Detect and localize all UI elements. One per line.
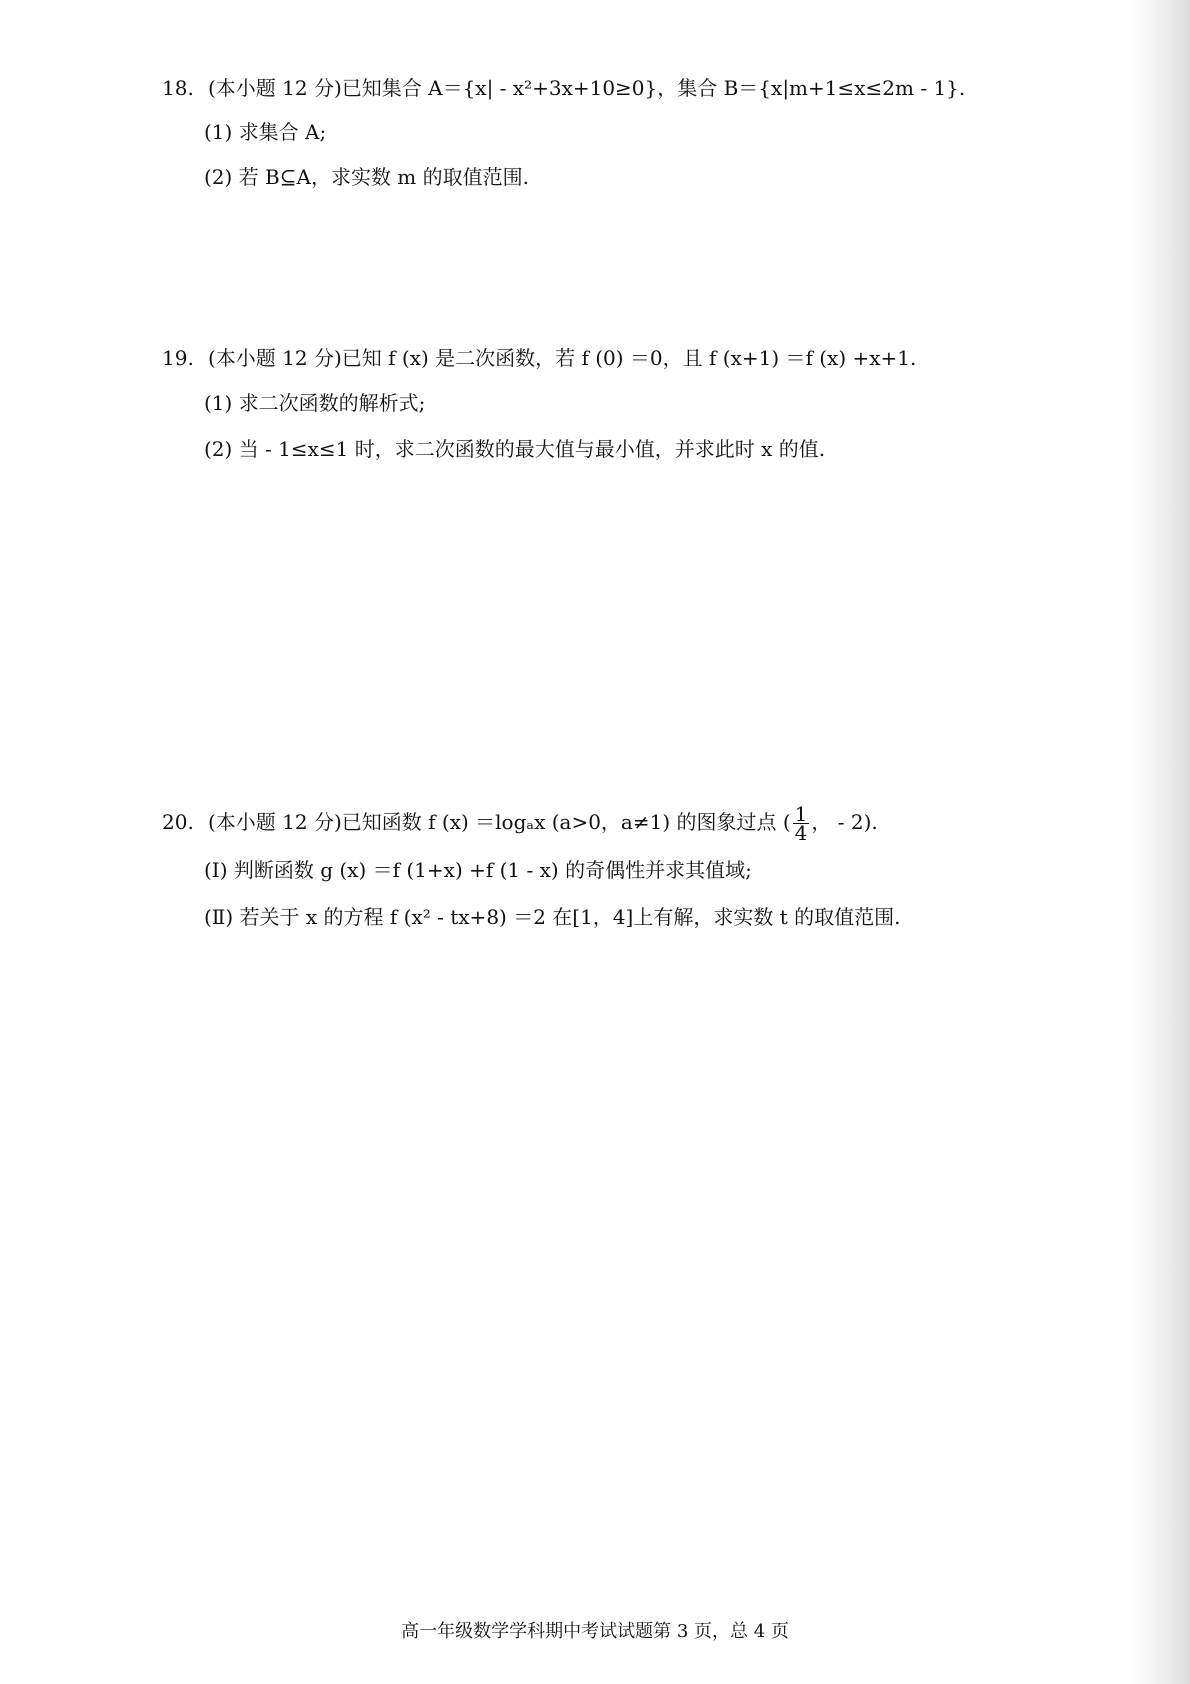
fraction-denominator: 4 (794, 821, 808, 845)
question-18-part-2: (2) 若 B⊆A，求实数 m 的取值范围. (204, 165, 529, 189)
question-18-stem (162, 74, 965, 102)
question-19-number: 19. (162, 346, 194, 370)
page-edge-shadow (1132, 0, 1190, 1684)
question-18-number: 18. (162, 76, 194, 100)
question-18-part-1: (1) 求集合 A; (204, 120, 327, 144)
question-19-stem (162, 344, 916, 372)
question-20-part-2: (Ⅱ) 若关于 x 的方程 f (x² - tx+8) ＝2 在[1，4]上有解，求实数 t 的取值范围. (204, 905, 901, 929)
question-20-number: 20. (162, 810, 194, 834)
question-20-part-1: (Ⅰ) 判断函数 g (x) ＝f (1+x) +f (1 - x) 的奇偶性并求其值域; (204, 858, 752, 882)
question-19-part-1: (1) 求二次函数的解析式; (204, 391, 426, 415)
question-20-stem (162, 802, 878, 845)
question-20-text-before: (本小题 12 分)已知函数 f (x) ＝logₐx (a>0，a≠1) 的图象过点 ( (208, 810, 791, 834)
fraction-one-quarter (793, 802, 810, 845)
question-19-part-2: (2) 当 - 1≤x≤1 时，求二次函数的最大值与最小值，并求此时 x 的值. (204, 437, 826, 461)
question-18-text: (本小题 12 分)已知集合 A＝{x| - x²+3x+10≥0}，集合 B＝{x|m+1≤x≤2m - 1}. (208, 76, 966, 100)
page-footer: 高一年级数学学科期中考试试题第 3 页，总 4 页 (401, 1621, 789, 1642)
fraction-numerator: 1 (794, 802, 808, 826)
question-20-text-after: ， - 2). (811, 810, 878, 834)
question-19-text: (本小题 12 分)已知 f (x) 是二次函数，若 f (0) ＝0，且 f (x+1) ＝f (x) +x+1. (208, 346, 917, 370)
